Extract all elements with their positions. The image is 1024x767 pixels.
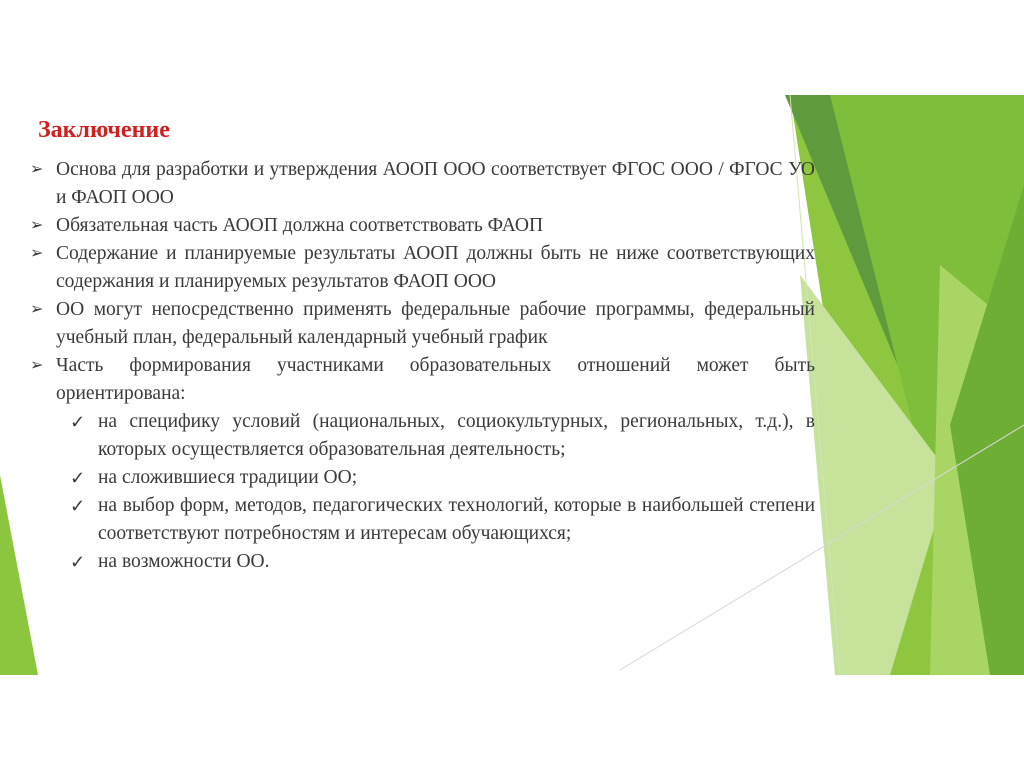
arrow-bullet-icon: ➢ — [30, 217, 44, 234]
sub-list-item — [30, 408, 815, 464]
checkmark-icon: ✓ — [70, 496, 86, 516]
list-item — [30, 156, 815, 212]
arrow-bullet-icon: ➢ — [30, 357, 44, 374]
bullet-text: Обязательная часть АООП должна соответствовать ФАОП — [56, 215, 544, 236]
slide-content — [30, 117, 815, 576]
slide-title: Заключение — [38, 117, 170, 143]
list-item — [30, 296, 815, 352]
checkmark-icon: ✓ — [70, 412, 86, 432]
bullet-text: Часть формирования участниками образовательных отношений может быть ориентирована: — [56, 355, 815, 404]
sub-list-item — [30, 492, 815, 548]
subbullet-text: на специфику условий (национальных, социокультурных, региональных, т.д.), в которых осуществляется образовательная деятельность; — [98, 411, 815, 460]
bullet-text: Содержание и планируемые результаты АООП должны быть не ниже соответствующих содержания и планируемых результатов ФАОП ООО — [56, 243, 815, 292]
arrow-bullet-icon: ➢ — [30, 245, 44, 262]
subbullet-text: на выбор форм, методов, педагогических технологий, которые в наибольшей степени соответствуют потребностям и интересам обучающихся; — [98, 495, 815, 544]
bullet-text: Основа для разработки и утверждения АООП ООО соответствует ФГОС ООО / ФГОС УО и ФАОП ООО — [56, 159, 815, 208]
subbullet-text: на возможности ОО. — [98, 551, 270, 572]
checkmark-icon: ✓ — [70, 552, 86, 572]
list-item — [30, 352, 815, 408]
bullet-text: ОО могут непосредственно применять федеральные рабочие программы, федеральный учебный план, федеральный календарный учебный график — [56, 299, 815, 348]
sub-list-item — [30, 464, 815, 492]
arrow-bullet-icon: ➢ — [30, 301, 44, 318]
list-item — [30, 212, 815, 240]
presentation-slide — [0, 95, 1024, 675]
sub-list-item — [30, 548, 815, 576]
list-item — [30, 240, 815, 296]
arrow-bullet-icon: ➢ — [30, 161, 44, 178]
subbullet-text: на сложившиеся традиции ОО; — [98, 467, 358, 488]
checkmark-icon: ✓ — [70, 468, 86, 488]
